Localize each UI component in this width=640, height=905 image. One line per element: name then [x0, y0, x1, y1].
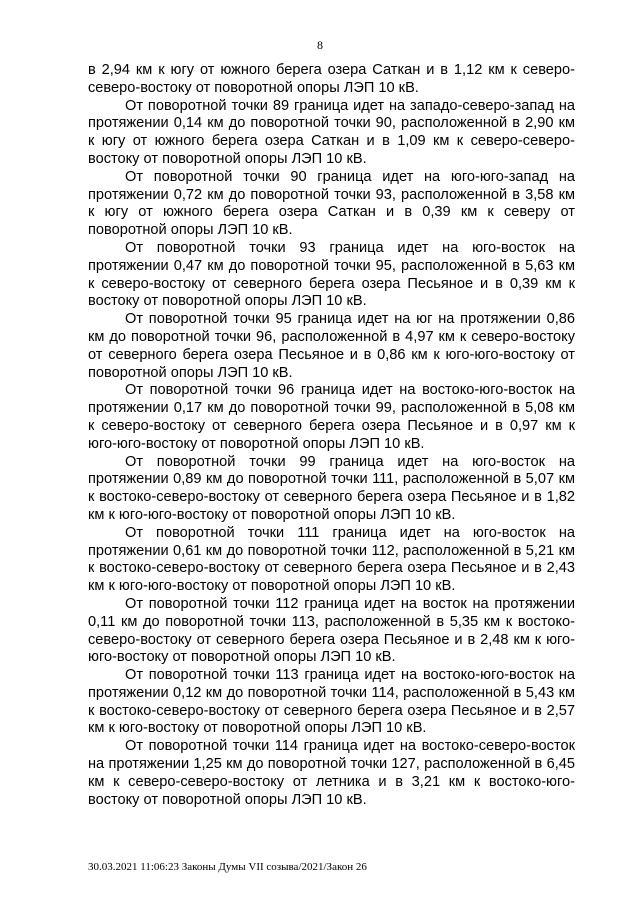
paragraph: в 2,94 км к югу от южного берега озера Саткан и в 1,12 км к северо-северо-востоку от поворотной опоры ЛЭП 10 кВ.: [88, 62, 575, 96]
paragraph: От поворотной точки 111 граница идет на юго-восток на протяжении 0,61 км до поворотной точки 112, расположенной в 5,21 км к востоко-северо-востоку от северного берега озера Песьяное и в 2,43 км к юго-юго-востоку от поворотной опоры ЛЭП 10 кВ.: [88, 524, 575, 595]
document-footer: 30.03.2021 11:06:23 Законы Думы VII созыва/2021/Закон 26: [88, 861, 367, 873]
paragraph: От поворотной точки 90 граница идет на юго-юго-запад на протяжении 0,72 км до поворотной точки 93, расположенной в 3,58 км к югу от южного берега озера Саткан и в 0,39 км к северу от поворотной опоры ЛЭП 10 кВ.: [88, 168, 575, 239]
paragraph: От поворотной точки 89 граница идет на западо-северо-запад на протяжении 0,14 км до поворотной точки 90, расположенной в 2,90 км к югу от южного берега озера Саткан и в 1,09 км к северо-северо-востоку от поворотной опоры ЛЭП 10 кВ.: [88, 97, 575, 167]
paragraph: От поворотной точки 112 граница идет на восток на протяжении 0,11 км до поворотной точки 113, расположенной в 5,35 км к востоко-северо-востоку от северного берега озера Песьяное и в 2,48 км к юго-юго-востоку от поворотной опоры ЛЭП 10 кВ.: [88, 595, 575, 666]
paragraph: От поворотной точки 93 граница идет на юго-восток на протяжении 0,47 км до поворотной точки 95, расположенной в 5,63 км к северо-востоку от северного берега озера Песьяное и в 0,39 км к востоку от поворотной опоры ЛЭП 10 кВ.: [88, 239, 575, 310]
paragraph: От поворотной точки 95 граница идет на юг на протяжении 0,86 км до поворотной точки 96, расположенной в 4,97 км к северо-востоку от северного берега озера Песьяное и в 0,86 км к юго-юго-востоку от поворотной опоры ЛЭП 10 кВ.: [88, 311, 575, 381]
paragraph: От поворотной точки 114 граница идет на востоко-северо-восток на протяжении 1,25 км до поворотной точки 127, расположенной в 6,45 км к северо-северо-востоку от летника и в 3,21 км к востоко-юго-востоку от поворотной опоры ЛЭП 10 кВ.: [88, 738, 575, 808]
document-body: [88, 62, 575, 809]
paragraph: От поворотной точки 96 граница идет на востоко-юго-восток на протяжении 0,17 км до поворотной точки 99, расположенной в 5,08 км к северо-востоку от северного берега озера Песьяное и в 0,97 км к юго-юго-востоку от поворотной опоры ЛЭП 10 кВ.: [88, 382, 575, 452]
page-number: 8: [317, 38, 323, 52]
paragraph: От поворотной точки 113 граница идет на востоко-юго-восток на протяжении 0,12 км до поворотной точки 114, расположенной в 5,43 км к востоко-северо-востоку от северного берега озера Песьяное и в 2,57 км к юго-востоку от поворотной опоры ЛЭП 10 кВ.: [88, 667, 575, 737]
paragraph: От поворотной точки 99 граница идет на юго-восток на протяжении 0,89 км до поворотной точки 111, расположенной в 5,07 км к востоко-северо-востоку от северного берега озера Песьяное и в 1,82 км к юго-юго-востоку от поворотной опоры ЛЭП 10 кВ.: [88, 453, 575, 523]
